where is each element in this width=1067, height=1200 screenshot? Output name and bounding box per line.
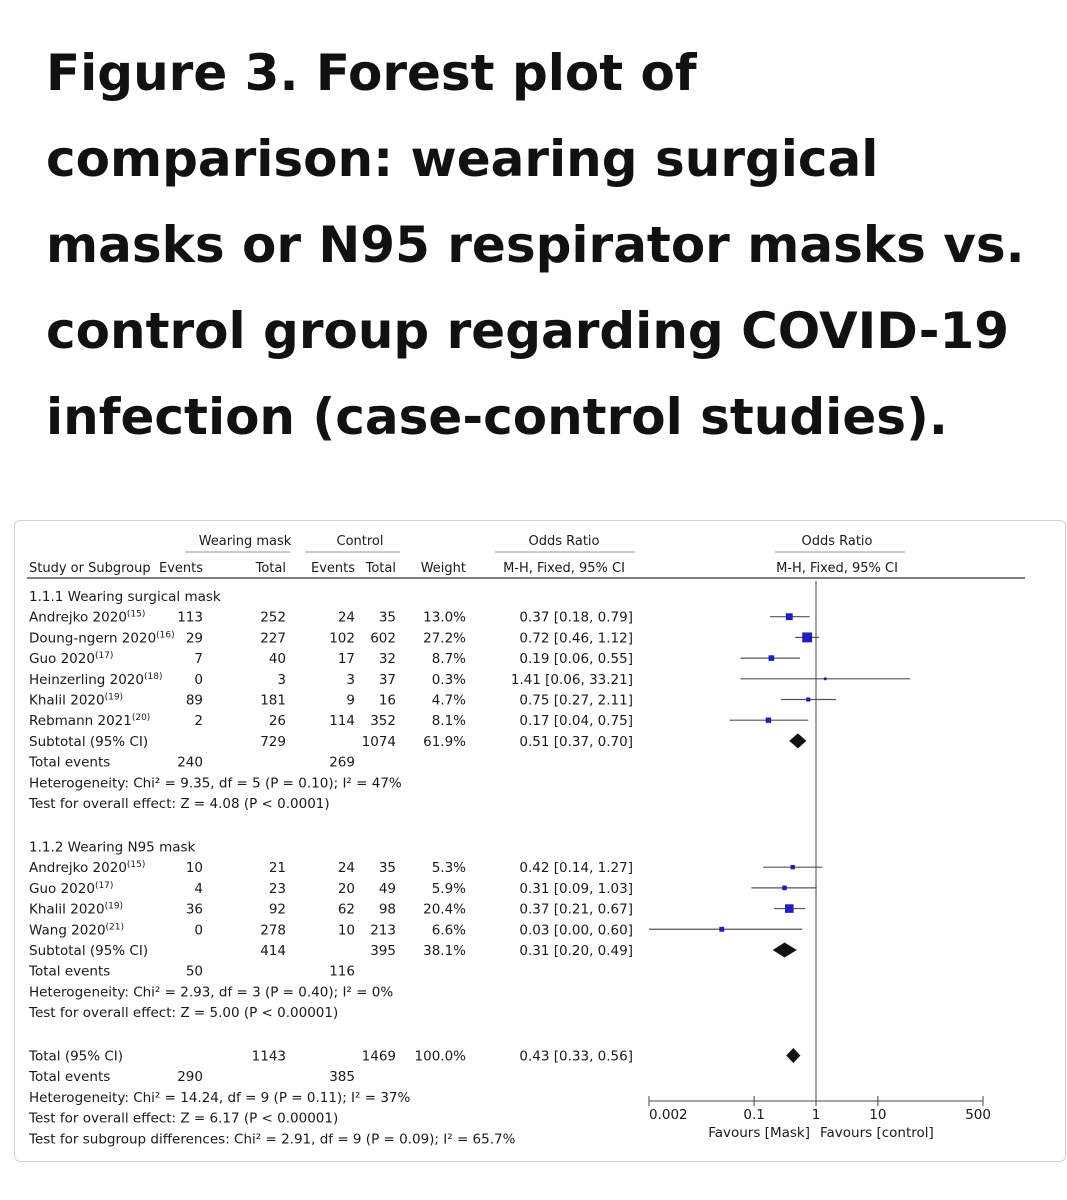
study-label: Heinzerling 2020$^{(18)}$ — [29, 671, 163, 688]
figure-title: Figure 3. Forest plot of comparison: wearing surgical masks or N95 respirator masks vs. control group regarding COVID-19 infection (case-control studies). — [46, 44, 1025, 446]
total-ci-text: 0.43 [0.33, 0.56] — [519, 1048, 633, 1065]
study-label: Guo 2020$^{(17)}$ — [29, 880, 114, 897]
subtotal-diamond — [773, 942, 797, 957]
overall-events1: 290 — [177, 1069, 203, 1086]
study-events2: 9 — [346, 692, 355, 709]
study-label: Andrejko 2020$^{(15)}$ — [29, 609, 146, 626]
study-total2: 213 — [370, 922, 396, 939]
study-marker — [791, 865, 795, 869]
heterogeneity-text: Heterogeneity: Chi² = 9.35, df = 5 (P = 0.10); I² = 47% — [29, 775, 402, 792]
total-total2: 1469 — [361, 1048, 396, 1065]
subtotal-total2: 1074 — [361, 733, 396, 750]
overall-effect-text: Test for overall effect: Z = 5.00 (P < 0.00001) — [29, 1005, 339, 1022]
study-events2: 3 — [346, 671, 355, 688]
study-weight: 6.6% — [431, 922, 466, 939]
study-ci-text: 0.42 [0.14, 1.27] — [519, 860, 633, 877]
heterogeneity-text: Heterogeneity: Chi² = 2.93, df = 3 (P = 0.40); I² = 0% — [29, 984, 394, 1001]
study-total2: 49 — [378, 880, 396, 897]
header-weight: Weight — [420, 561, 466, 576]
study-total1: 40 — [268, 651, 286, 668]
study-total1: 278 — [260, 922, 286, 939]
study-total2: 35 — [378, 860, 396, 877]
study-ci-text: 0.37 [0.18, 0.79] — [519, 609, 633, 626]
study-ci-text: 0.37 [0.21, 0.67] — [519, 901, 633, 918]
study-events1: 0 — [194, 671, 203, 688]
overall-events-label: Total events — [29, 1069, 111, 1086]
study-total1: 227 — [260, 630, 286, 647]
x-tick-label: 1 — [811, 1107, 821, 1123]
study-events2: 17 — [337, 651, 355, 668]
study-total2: 35 — [378, 609, 396, 626]
study-total1: 92 — [268, 901, 286, 918]
header-total1: Total — [255, 561, 286, 576]
study-marker — [719, 927, 724, 932]
study-total2: 98 — [378, 901, 396, 918]
header-group1: Wearing mask — [198, 534, 292, 549]
total-events1: 240 — [177, 754, 203, 771]
study-events1: 29 — [185, 630, 203, 647]
subtotal-diamond — [789, 733, 806, 748]
study-events2: 24 — [337, 609, 355, 626]
header-method-col: M-H, Fixed, 95% CI — [503, 561, 625, 576]
study-total1: 21 — [268, 860, 286, 877]
total-events-label: Total events — [29, 963, 111, 980]
forest-plot-figure — [14, 520, 1066, 1162]
subgroup-title: 1.1.2 Wearing N95 mask — [29, 839, 196, 856]
study-ci-text: 0.19 [0.06, 0.55] — [519, 651, 633, 668]
header-events2: Events — [310, 561, 355, 576]
study-label: Wang 2020$^{(21)}$ — [29, 922, 125, 939]
favours-left-label: Favours [Mask] — [708, 1125, 810, 1141]
study-total2: 37 — [378, 671, 396, 688]
x-tick-label: 10 — [869, 1107, 887, 1123]
subtotal-weight: 38.1% — [423, 942, 466, 959]
study-events2: 10 — [337, 922, 355, 939]
header-total2: Total — [365, 561, 396, 576]
study-weight: 8.7% — [431, 651, 466, 668]
header-group2: Control — [336, 534, 384, 549]
study-events1: 7 — [194, 651, 203, 668]
study-total2: 352 — [370, 713, 396, 730]
subtotal-ci-text: 0.51 [0.37, 0.70] — [519, 733, 633, 750]
study-events2: 62 — [337, 901, 355, 918]
subtotal-total1: 414 — [260, 942, 286, 959]
subgroup-difference-text: Test for subgroup differences: Chi² = 2.91, df = 9 (P = 0.09); I² = 65.7% — [29, 1131, 516, 1148]
total-total1: 1143 — [251, 1048, 286, 1065]
overall-events2: 385 — [329, 1069, 355, 1086]
study-marker — [785, 904, 794, 913]
study-events1: 0 — [194, 922, 203, 939]
study-events1: 36 — [185, 901, 203, 918]
study-weight: 8.1% — [431, 713, 466, 730]
header-study: Study or Subgroup — [29, 561, 151, 576]
study-marker — [769, 655, 775, 661]
study-events1: 113 — [177, 609, 203, 626]
overall-heterogeneity-text: Heterogeneity: Chi² = 14.24, df = 9 (P = 0.11); I² = 37% — [29, 1089, 411, 1106]
overall-effect-total-text: Test for overall effect: Z = 6.17 (P < 0.00001) — [29, 1110, 339, 1127]
study-weight: 27.2% — [423, 630, 466, 647]
total-diamond — [786, 1048, 800, 1063]
subtotal-label: Subtotal (95% CI) — [29, 733, 149, 750]
study-total1: 23 — [268, 880, 286, 897]
subtotal-total2: 395 — [370, 942, 396, 959]
study-total1: 181 — [260, 692, 286, 709]
study-label: Andrejko 2020$^{(15)}$ — [29, 860, 146, 877]
subtotal-label: Subtotal (95% CI) — [29, 942, 149, 959]
study-total2: 16 — [378, 692, 396, 709]
study-weight: 5.3% — [431, 860, 466, 877]
study-label: Rebmann 2021$^{(20)}$ — [29, 713, 151, 730]
study-label: Khalil 2020$^{(19)}$ — [29, 901, 124, 918]
study-total1: 252 — [260, 609, 286, 626]
study-events2: 102 — [329, 630, 355, 647]
total-events2: 116 — [329, 963, 355, 980]
subtotal-ci-text: 0.31 [0.20, 0.49] — [519, 942, 633, 959]
study-weight: 4.7% — [431, 692, 466, 709]
x-tick-label: 0.002 — [649, 1107, 688, 1123]
total-label: Total (95% CI) — [29, 1048, 124, 1065]
x-tick-label: 0.1 — [743, 1107, 765, 1123]
study-weight: 5.9% — [431, 880, 466, 897]
study-ci-text: 0.03 [0.00, 0.60] — [519, 922, 633, 939]
total-events-label: Total events — [29, 754, 111, 771]
study-label: Khalil 2020$^{(19)}$ — [29, 692, 124, 709]
header-method-plot: M-H, Fixed, 95% CI — [776, 561, 898, 576]
x-tick-label: 500 — [965, 1107, 991, 1123]
total-weight: 100.0% — [414, 1048, 466, 1065]
study-events1: 2 — [194, 713, 203, 730]
study-ci-text: 0.31 [0.09, 1.03] — [519, 880, 633, 897]
study-ci-text: 0.17 [0.04, 0.75] — [519, 713, 633, 730]
study-total2: 602 — [370, 630, 396, 647]
study-marker — [782, 886, 787, 891]
study-events2: 24 — [337, 860, 355, 877]
study-label: Guo 2020$^{(17)}$ — [29, 651, 114, 668]
study-total1: 26 — [268, 713, 286, 730]
study-events2: 20 — [337, 880, 355, 897]
study-ci-text: 0.72 [0.46, 1.12] — [519, 630, 633, 647]
subtotal-weight: 61.9% — [423, 733, 466, 750]
favours-right-label: Favours [control] — [820, 1125, 934, 1141]
header-events1: Events — [158, 561, 203, 576]
total-events2: 269 — [329, 754, 355, 771]
study-events1: 89 — [185, 692, 203, 709]
study-ci-text: 0.75 [0.27, 2.11] — [519, 692, 633, 709]
study-total1: 3 — [277, 671, 286, 688]
subgroup-title: 1.1.1 Wearing surgical mask — [29, 589, 221, 605]
study-label: Doung-ngern 2020$^{(16)}$ — [29, 630, 175, 647]
study-events1: 4 — [194, 880, 203, 897]
study-marker — [824, 677, 827, 680]
study-events1: 10 — [185, 860, 203, 877]
study-weight: 20.4% — [423, 901, 466, 918]
total-events1: 50 — [185, 963, 203, 980]
study-weight: 0.3% — [431, 671, 466, 688]
study-marker — [802, 632, 812, 642]
study-marker — [786, 613, 793, 620]
study-ci-text: 1.41 [0.06, 33.21] — [510, 671, 633, 688]
header-or-plot: Odds Ratio — [801, 534, 873, 549]
study-total2: 32 — [378, 651, 396, 668]
forest-plot — [15, 521, 1065, 1161]
study-marker — [806, 697, 810, 701]
study-weight: 13.0% — [423, 609, 466, 626]
header-or-col: Odds Ratio — [528, 534, 600, 549]
subtotal-total1: 729 — [260, 733, 286, 750]
overall-effect-text: Test for overall effect: Z = 4.08 (P < 0.0001) — [29, 796, 330, 812]
study-events2: 114 — [329, 713, 355, 730]
study-marker — [766, 717, 771, 722]
